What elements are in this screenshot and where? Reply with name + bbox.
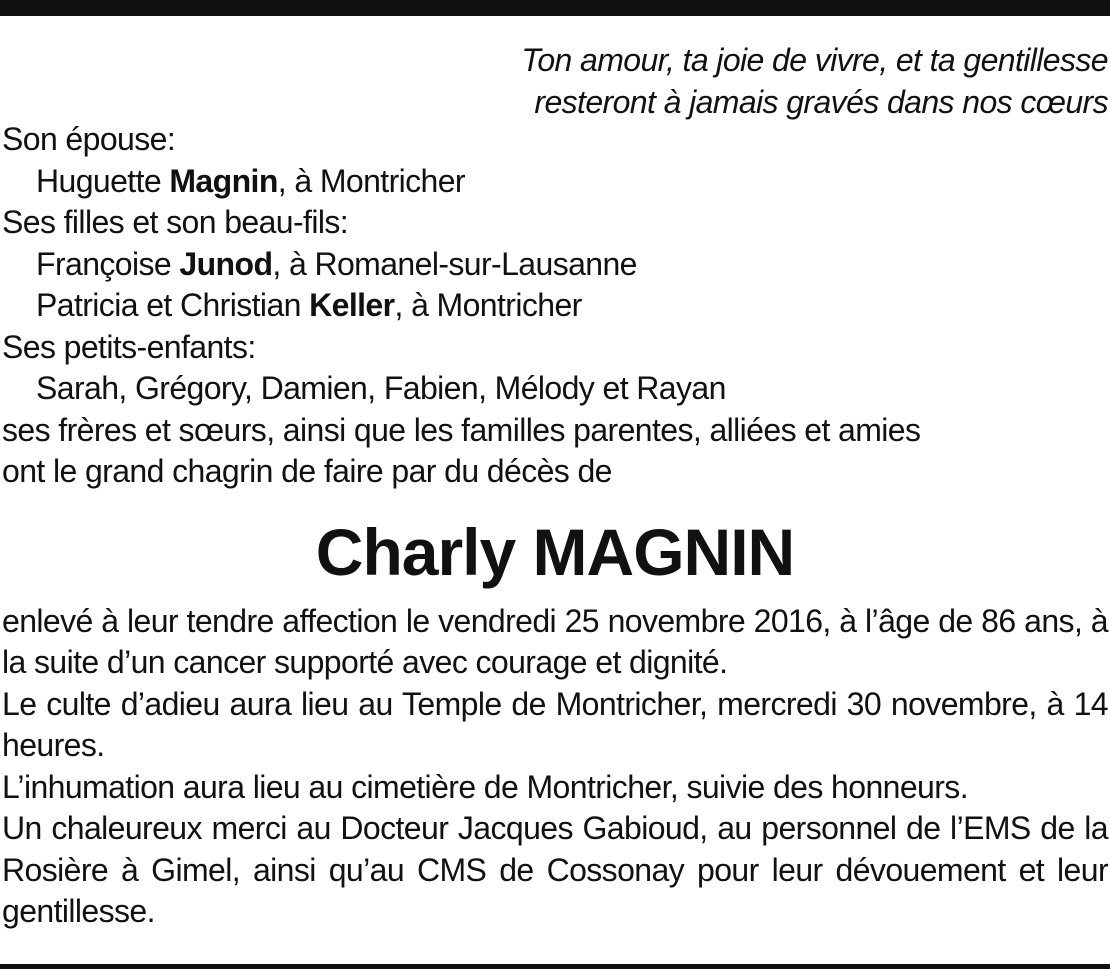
other-relatives: ses frères et sœurs, ainsi que les familles parentes, alliées et amies xyxy=(2,411,921,448)
daughter1-place: , à Romanel-sur-Lausanne xyxy=(272,245,637,282)
service-paragraph: Le culte d’adieu aura lieu au Temple de Montricher, mercredi 30 novembre, à 14 heures. xyxy=(2,685,1108,763)
deceased-name: Charly MAGNIN xyxy=(315,514,795,589)
daughter-entry-1 xyxy=(2,244,1108,286)
obituary-notice xyxy=(2,40,1108,933)
top-rule xyxy=(0,0,1110,16)
burial-paragraph: L’inhumation aura lieu au cimetière de Montricher, suivie des honneurs. xyxy=(2,768,968,805)
thanks-paragraph: Un chaleureux merci au Docteur Jacques Gabioud, au personnel de l’EMS de la Rosière à Gimel, ainsi qu’au CMS de Cossonay pour leur dévouement et leur gentillesse. xyxy=(2,810,1108,929)
daughter1-first-name: Françoise xyxy=(36,245,172,282)
daughter2-last-name: Keller xyxy=(309,287,395,323)
spouse-place: , à Montricher xyxy=(277,162,465,199)
daughter-entry-2 xyxy=(2,285,1108,327)
spouse-last-name: Magnin xyxy=(169,162,278,199)
bottom-rule xyxy=(0,964,1110,969)
spouse-entry xyxy=(2,161,1108,203)
spouse-first-name: Huguette xyxy=(36,162,162,199)
announcement-text: ont le grand chagrin de faire par du décès de xyxy=(2,453,612,489)
daughter2-place: , à Montricher xyxy=(394,287,582,323)
death-details-paragraph: enlevé à leur tendre affection le vendredi 25 novembre 2016, à l’âge de 86 ans, à la suite d’un cancer supporté avec courage et dignité. xyxy=(2,602,1108,680)
verse-line-1: Ton amour, ta joie de vivre, et ta gentillesse xyxy=(521,42,1108,78)
grandchildren-names: Sarah, Grégory, Damien, Fabien, Mélody et Rayan xyxy=(36,370,726,406)
verse-line-2: resteront à jamais gravés dans nos cœurs xyxy=(534,83,1108,120)
daughter2-first-names: Patricia et Christian xyxy=(36,287,301,323)
daughter1-last-name: Junod xyxy=(179,245,273,282)
spouse-heading: Son épouse: xyxy=(2,121,176,157)
grandchildren-heading: Ses petits-enfants: xyxy=(2,328,256,365)
memorial-verse xyxy=(2,40,1108,123)
daughters-heading: Ses filles et son beau-fils: xyxy=(2,204,349,240)
